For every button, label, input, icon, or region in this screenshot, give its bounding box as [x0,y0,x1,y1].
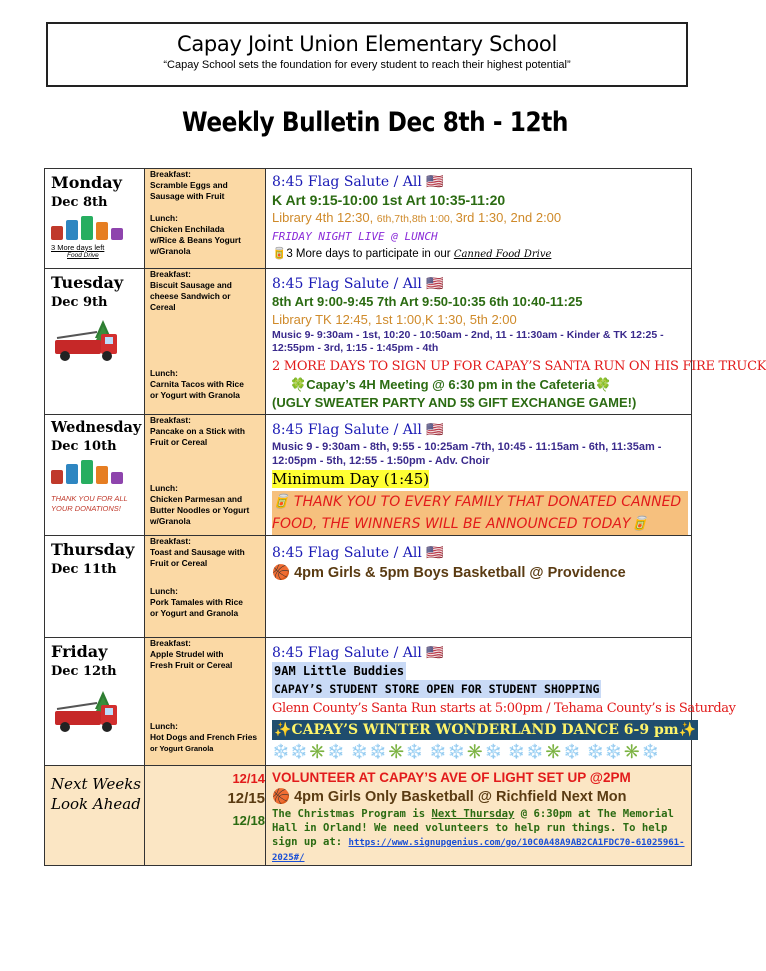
breakfast-label: Breakfast: [150,169,191,179]
thank-you-families [272,491,688,535]
canned-food-icon [51,460,144,484]
music-schedule: Music 9- 9:30am - 1st, 10:20 - 10:50am - 2nd, 11 - 11:30am - Kinder & TK 12:25 - 12:55pm - 3rd, 1:15 - 1:45pm - 4th [272,329,664,354]
thanks-text: THANK YOU FOR ALL [51,494,128,503]
art-schedule: K Art 9:15-10:00 1st Art 10:35-11:20 [272,192,506,208]
xmas-text: The Christmas Program is [272,808,432,820]
basketball-text: 4pm Girls & 5pm Boys Basketball @ Providence [294,565,626,581]
xmas-text: @ 6:30pm at The Memorial Hall in Orland! We need volunteers to help run things. To help sign up at: [272,808,674,848]
date-label: 12/15 [227,790,265,807]
dance-text: CAPAY’S WINTER WONDERLAND DANCE 6-9 pm [291,722,679,738]
breakfast-menu: Biscuit Sausage and cheese Sandwich or Cereal [150,280,232,312]
look-ahead-text: Look Ahead [51,795,141,813]
4h-meeting [272,376,688,394]
breakfast-menu: Scramble Eggs and Sausage with Fruit [150,180,228,201]
flag-salute-text: 8:45 Flag Salute / All [272,276,422,292]
date-label: 12/18 [232,813,265,828]
sparkle-icon: ✨ [678,722,697,738]
little-buddies-text: 9AM Little Buddies [274,664,405,678]
day-date: Dec 11th [51,562,117,577]
food-drive-caption: Food Drive [67,252,99,259]
wednesday-menu-cell [145,415,266,536]
breakfast-menu: Pancake on a Stick with Fruit or Cereal [150,426,245,447]
look-ahead-dates-cell [145,766,266,866]
lunch-menu: Chicken Parmesan and Butter Noodles or Yogurt w/Granola [150,494,250,526]
snowflake-decoration: ❄️❄️✳️❄️ ❄️❄️✳️❄️ ❄️❄️✳️❄️ ❄️❄️✳️❄️ ❄️❄️✳️❄️ [272,743,661,759]
weekly-schedule-table [44,168,766,866]
christmas-program [272,807,688,865]
minimum-day-text: Minimum Day (1:45) [272,470,430,488]
meeting-text: Capay’s 4H Meeting @ 6:30 pm in the Cafeteria [306,377,596,392]
fire-truck-icon [51,689,144,740]
wednesday-events-cell [266,415,692,536]
music-schedule: Music 9 - 9:30am - 8th, 9:55 - 10:25am -7th, 10:45 - 11:15am - 6th, 11:35am - 12:05pm - 5th, 12:55 - 1:50pm - Adv. Choir [272,441,662,467]
lunch-menu: Carnita Tacos with Rice or Yogurt with Granola [150,379,244,400]
day-name: Friday [51,642,108,661]
look-ahead-events-cell [266,766,692,866]
basketball-game [272,787,688,807]
xmas-text: Next Thursday [431,808,515,820]
flag-salute [272,276,688,293]
school-motto: “Capay School sets the foundation for every student to reach their highest potential” [163,59,571,71]
friday-row [45,638,692,766]
lunch-menu: Chicken Enchilada w/Rice & Beans Yogurt w/Granola [150,224,241,256]
breakfast-label: Breakfast: [150,638,191,648]
day-date: Dec 9th [51,295,108,310]
clover-icon: 🍀 [595,377,612,392]
basketball-text: 4pm Girls Only Basketball @ Richfield Next Mon [294,789,627,805]
winter-dance-banner [272,720,698,740]
student-store [272,680,688,698]
thank-you-text: THANK YOU TO EVERY FAMILY THAT DONATED CANNED FOOD, THE WINNERS WILL BE ANNOUNCED TODAY [272,494,682,532]
student-store-text: CAPAY’S STUDENT STORE OPEN FOR STUDENT SHOPPING [274,682,600,696]
breakfast-menu: Toast and Sausage with Fruit or Cereal [150,547,245,568]
tuesday-row [45,269,692,415]
tuesday-events-cell [266,269,766,415]
thursday-events-cell [266,536,692,638]
day-name: Monday [51,173,122,192]
look-ahead-text: Next Weeks [51,775,141,793]
monday-events-cell [266,169,692,269]
can-icon [66,220,78,240]
can-icon [81,216,93,240]
lunch-label: Lunch: [150,721,178,731]
volunteer-setup: VOLUNTEER AT CAPAY’S AVE OF LIGHT SET UP @2PM [272,770,631,785]
library-text: Library 4th 12:30, [272,210,377,225]
monday-menu-cell [145,169,266,269]
flag-salute [272,422,688,439]
header-box [46,22,688,87]
flag-salute-text: 8:45 Flag Salute / All [272,645,422,661]
can-icon: 🥫 [272,248,287,260]
can-icon: 🥫 [630,516,648,532]
lunch-label: Lunch: [150,483,178,493]
flag-salute-text: 8:45 Flag Salute / All [272,422,422,438]
can-icon [96,222,108,240]
day-date: Dec 8th [51,195,108,210]
look-ahead-label [51,774,144,814]
friday-day-cell [45,638,145,766]
library-text: 3rd 1:30, 2nd 2:00 [455,210,562,225]
day-date: Dec 10th [51,439,117,454]
flag-salute [272,174,688,191]
canned-food-icon [51,216,144,240]
basketball-icon: 🏀 [272,789,291,805]
date-label: 12/14 [232,771,265,786]
thursday-row [45,536,692,638]
can-icon [51,470,63,484]
tuesday-day-cell [45,269,145,415]
thursday-day-cell [45,536,145,638]
sparkle-icon: ✨ [274,722,292,738]
lunch-menu: Pork Tamales with Rice or Yogurt and Granola [150,597,243,618]
basketball-game [272,562,688,584]
lunch-label: Lunch: [150,586,178,596]
note-text: Canned Food Drive [453,249,552,260]
flag-salute-text: 8:45 Flag Salute / All [272,174,422,190]
food-drive-caption: 3 More days left [51,243,105,252]
breakfast-label: Breakfast: [150,536,191,546]
friday-menu-cell [145,638,266,766]
tuesday-menu-cell [145,269,266,415]
santa-run-signup: 2 MORE DAYS TO SIGN UP FOR CAPAY’S SANTA RUN ON HIS FIRE TRUCK [272,359,766,374]
lunch-label: Lunch: [150,213,178,223]
flag-salute-text: 8:45 Flag Salute / All [272,545,422,561]
library-schedule: Library TK 12:45, 1st 1:00,K 1:30, 5th 2:00 [272,312,517,327]
flag-salute [272,545,688,562]
thanks-text: YOUR DONATIONS! [51,504,121,513]
can-icon: 🥫 [272,494,290,510]
art-schedule: 8th Art 9:00-9:45 7th Art 9:50-10:35 6th 10:40-11:25 [272,294,583,309]
lunch-label: Lunch: [150,368,178,378]
breakfast-label: Breakfast: [150,415,191,425]
look-ahead-label-cell [45,766,145,866]
us-flag-icon: 🇺🇸 [426,645,444,661]
lunch-menu [150,732,258,754]
sweater-party: (UGLY SWEATER PARTY AND 5$ GIFT EXCHANGE GAME!) [272,395,637,410]
bulletin-title: Weekly Bulletin Dec 8th - 12th [182,107,568,138]
can-icon [111,228,123,240]
little-buddies [272,662,688,680]
can-icon [111,472,123,484]
can-icon [96,466,108,484]
school-name: Capay Joint Union Elementary School [176,32,558,56]
day-date: Dec 12th [51,664,117,679]
breakfast-label: Breakfast: [150,269,191,279]
can-icon [51,226,63,240]
clover-icon: 🍀 [290,377,307,392]
look-ahead-row [45,766,692,866]
canned-food-drive-note [272,246,688,263]
us-flag-icon: 🇺🇸 [426,545,444,561]
us-flag-icon: 🇺🇸 [426,422,444,438]
wednesday-day-cell [45,415,145,536]
lunch-text: Hot Dogs and French Fries [150,732,258,742]
day-name: Wednesday [51,419,142,436]
day-name: Thursday [51,540,135,559]
can-icon [81,460,93,484]
day-name: Tuesday [51,273,124,292]
minimum-day [272,470,688,489]
library-text: 6th,7th,8th 1:00, [376,213,456,225]
basketball-icon: 🏀 [272,565,291,581]
friday-events-cell [266,638,736,766]
thank-you-donations [51,494,144,514]
breakfast-menu: Apple Strudel with Fresh Fruit or Cereal [150,649,233,670]
can-icon [66,464,78,484]
signup-link[interactable]: https://www.signupgenius.com/go/10C0A48A9AB2CA1FDC70-61025961-2025#/ [272,838,685,863]
fire-truck-icon [51,318,144,369]
santa-run-schedule: Glenn County’s Santa Run starts at 5:00pm / Tehama County’s is Saturday [272,701,736,716]
monday-day-cell [45,169,145,269]
library-schedule [272,209,688,228]
winter-dance [272,720,697,740]
note-text: 3 More days to participate in our [286,248,454,260]
friday-night-live: FRIDAY NIGHT LIVE @ LUNCH [272,230,438,243]
us-flag-icon: 🇺🇸 [426,174,444,190]
flag-salute [272,645,688,662]
lunch-text: or Yogurt Granola [150,744,214,753]
us-flag-icon: 🇺🇸 [426,276,444,292]
wednesday-row [45,415,692,536]
monday-row [45,169,692,269]
thursday-menu-cell [145,536,266,638]
